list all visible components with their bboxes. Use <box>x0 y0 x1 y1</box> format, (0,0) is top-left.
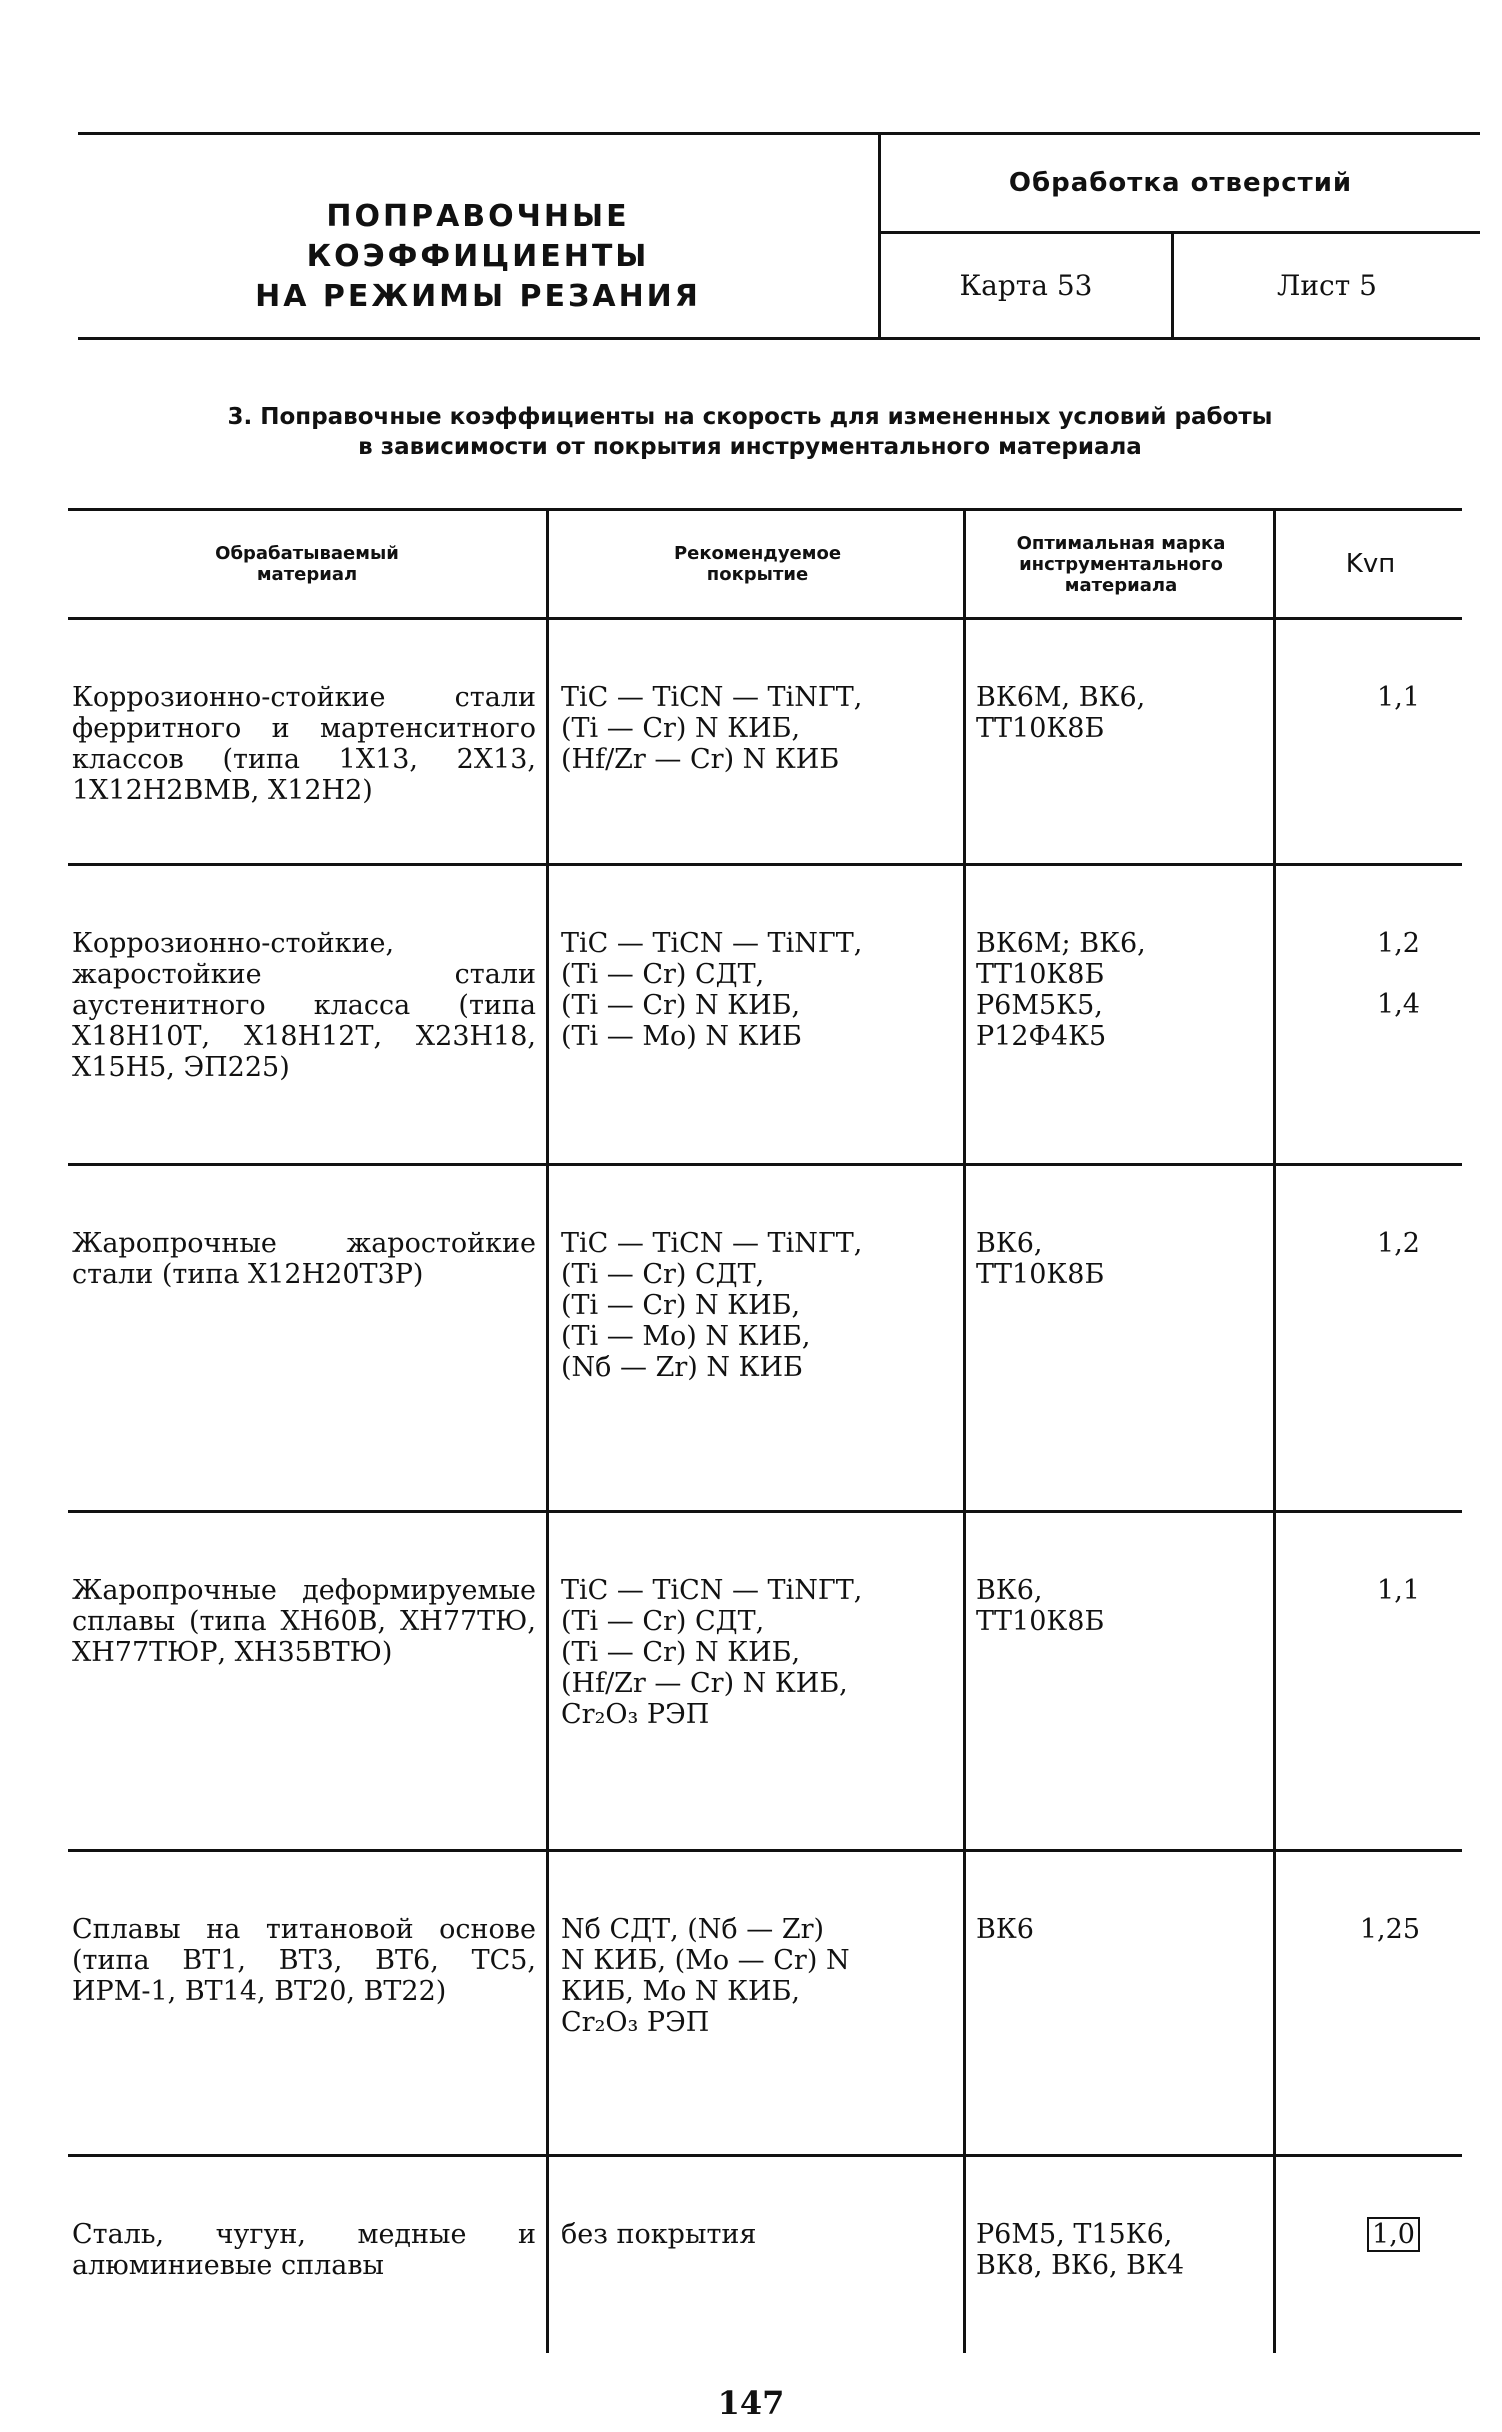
cell-material-text <box>68 2157 546 2281</box>
header-section: Обработка отверстий <box>881 135 1480 234</box>
cell-material <box>68 1513 546 1849</box>
cell-k <box>1273 1852 1462 2154</box>
coating-line: (Ti — Cr) N КИБ, <box>561 990 801 1021</box>
k-value-text: 1,1 <box>1377 1575 1420 1606</box>
cell-grade <box>963 620 1273 863</box>
coating-line: (Ti — Cr) СДТ, <box>561 1259 765 1290</box>
grade-line: ТТ10К8Б <box>976 959 1105 990</box>
cell-grade-text <box>966 2157 1273 2281</box>
cell-material-text <box>68 620 546 806</box>
table-row <box>68 1513 1462 1852</box>
table-body <box>68 620 1462 2353</box>
page-number: 147 <box>717 2384 785 2422</box>
table-row <box>68 866 1462 1166</box>
table-header <box>68 508 1462 620</box>
coating-line: (Hf/Zr — Cr) N КИБ, <box>561 1668 848 1699</box>
coating-line: TiC — TiCN — TiNГТ, <box>561 1575 863 1606</box>
cell-material-text <box>68 866 546 1083</box>
material-name: Жаропрочные жаростойкие стали (типа Х12Н20Т3Р) <box>72 1228 536 1290</box>
cell-grade-text <box>966 620 1273 744</box>
cell-k <box>1273 620 1462 863</box>
cell-k <box>1273 866 1462 1163</box>
header-card-number: Карта 53 <box>881 234 1174 337</box>
k-value <box>1276 1228 1420 1259</box>
cell-material-text <box>68 1852 546 2007</box>
col-header-material-text: Обрабатываемый материал <box>215 543 399 585</box>
cell-k-text <box>1276 620 1462 713</box>
coating-line: TiC — TiCN — TiNГТ, <box>561 682 863 713</box>
grade-line: ВК6, <box>976 1575 1043 1606</box>
coating-line: (Ti — Mo) N КИБ <box>561 1021 802 1052</box>
cell-k <box>1273 1166 1462 1510</box>
col-header-k-text: Kvп <box>1345 548 1396 579</box>
cell-grade <box>963 1166 1273 1510</box>
k-value <box>1276 989 1420 1020</box>
coating-line: TiC — TiCN — TiNГТ, <box>561 1228 863 1259</box>
coating-line: без покрытия <box>561 2219 757 2250</box>
col-header-grade <box>963 511 1276 617</box>
card-header <box>78 132 1480 340</box>
material-name: Сплавы на титановой основе (типа ВТ1, ВТ3, ВТ6, ТС5, ИРМ-1, ВТ14, ВТ20, ВТ22) <box>72 1914 536 2007</box>
cell-material <box>68 866 546 1163</box>
cell-grade <box>963 1513 1273 1849</box>
caption-line2: в зависимости от покрытия инструментального материала <box>358 434 1142 460</box>
table-row <box>68 1852 1462 2157</box>
cell-coating <box>546 1166 963 1510</box>
cell-grade-text <box>966 1166 1273 1290</box>
cell-k-text <box>1276 1513 1462 1606</box>
coating-line: N КИБ, (Mo — Cr) N <box>561 1945 850 1976</box>
cell-k-text <box>1276 1852 1462 1945</box>
table-caption <box>100 402 1400 462</box>
cell-coating <box>546 1513 963 1849</box>
col-header-k <box>1273 511 1465 617</box>
cell-grade <box>963 866 1273 1163</box>
header-title-line2: НА РЕЖИМЫ РЕЗАНИЯ <box>255 279 701 314</box>
cell-grade <box>963 1852 1273 2154</box>
coating-line: (Ti — Cr) СДТ, <box>561 959 765 990</box>
grade-line: ВК8, ВК6, ВК4 <box>976 2250 1185 2281</box>
col-header-coating <box>546 511 966 617</box>
cell-grade-text <box>966 866 1273 1052</box>
k-value <box>1276 928 1420 959</box>
cell-coating-text <box>549 866 963 1052</box>
cell-k-text <box>1276 866 1462 1020</box>
k-value-text: 1,4 <box>1377 989 1420 1020</box>
cell-coating-text <box>549 1513 963 1730</box>
cell-k <box>1273 1513 1462 1849</box>
cell-coating-text <box>549 620 963 775</box>
coefficients-table <box>68 508 1462 2353</box>
coating-line: (Ti — Cr) N КИБ, <box>561 1290 801 1321</box>
col-header-grade-text: Оптимальная марка инструментального материала <box>1016 532 1226 596</box>
grade-line: ТТ10К8Б <box>976 1606 1105 1637</box>
k-value <box>1276 682 1420 713</box>
table-row <box>68 1166 1462 1513</box>
coating-line: Nб СДТ, (Nб — Zr) <box>561 1914 825 1945</box>
material-name: Коррозионно-стойкие, жаростойкие стали аустенитного класса (типа Х18Н10Т, Х18Н12Т, Х23Н18, Х15Н5, ЭП225) <box>72 928 536 1083</box>
cell-coating-text <box>549 2157 963 2250</box>
grade-line: ТТ10К8Б <box>976 713 1105 744</box>
col-header-material <box>68 511 546 617</box>
table-row <box>68 620 1462 866</box>
cell-k-text <box>1276 2157 1462 2250</box>
cell-k-text <box>1276 1166 1462 1259</box>
coating-line: КИБ, Mo N КИБ, <box>561 1976 801 2007</box>
cell-coating <box>546 620 963 863</box>
cell-material <box>68 1852 546 2154</box>
cell-coating <box>546 866 963 1163</box>
k-value <box>1276 1575 1420 1606</box>
coating-line: (Nб — Zr) N КИБ <box>561 1352 803 1383</box>
cell-coating-text <box>549 1166 963 1383</box>
material-name: Коррозионно-стойкие стали ферритного и мартенситного классов (типа 1Х13, 2Х13, 1Х12Н2ВМВ, Х12Н2) <box>72 682 536 806</box>
cell-grade-text <box>966 1852 1273 1945</box>
cell-material <box>68 1166 546 1510</box>
coating-line: (Ti — Cr) N КИБ, <box>561 713 801 744</box>
grade-line: ВК6М, ВК6, <box>976 682 1146 713</box>
cell-material-text <box>68 1513 546 1668</box>
header-sheet-number: Лист 5 <box>1277 269 1377 302</box>
coating-line: Cr₂O₃ РЭП <box>561 2007 710 2038</box>
coating-line: (Ti — Cr) N КИБ, <box>561 1637 801 1668</box>
col-header-coating-text: Рекомендуемое покрытие <box>673 543 842 585</box>
material-name: Сталь, чугун, медные и алюминиевые сплавы <box>72 2219 536 2281</box>
cell-material <box>68 620 546 863</box>
header-title-cell <box>78 135 881 337</box>
cell-k <box>1273 2157 1462 2353</box>
k-value-text: 1,1 <box>1377 682 1420 713</box>
k-value-text: 1,0 <box>1367 2217 1420 2252</box>
material-name: Жаропрочные деформируемые сплавы (типа ХН60В, ХН77ТЮ, ХН77ТЮР, ХН35ВТЮ) <box>72 1575 536 1668</box>
cell-coating <box>546 1852 963 2154</box>
coating-line: Cr₂O₃ РЭП <box>561 1699 710 1730</box>
k-value-text: 1,2 <box>1377 1228 1420 1259</box>
grade-line: ТТ10К8Б <box>976 1259 1105 1290</box>
cell-grade <box>963 2157 1273 2353</box>
grade-line: ВК6М; ВК6, <box>976 928 1146 959</box>
coating-line: (Hf/Zr — Cr) N КИБ <box>561 744 840 775</box>
coating-line: (Ti — Mo) N КИБ, <box>561 1321 811 1352</box>
header-title <box>158 197 798 317</box>
grade-line: Р6М5К5, <box>976 990 1103 1021</box>
coating-line: (Ti — Cr) СДТ, <box>561 1606 765 1637</box>
k-value-text: 1,2 <box>1377 928 1420 959</box>
k-value <box>1276 2219 1420 2250</box>
cell-coating <box>546 2157 963 2353</box>
header-title-line1: ПОПРАВОЧНЫЕ КОЭФФИЦИЕНТЫ <box>306 199 650 274</box>
cell-material <box>68 2157 546 2353</box>
k-value-text: 1,25 <box>1359 1914 1420 1945</box>
cell-grade-text <box>966 1513 1273 1637</box>
cell-material-text <box>68 1166 546 1290</box>
cell-coating-text <box>549 1852 963 2038</box>
grade-line: ВК6, <box>976 1228 1043 1259</box>
grade-line: Р12Ф4К5 <box>976 1021 1107 1052</box>
grade-line: Р6М5, Т15К6, <box>976 2219 1173 2250</box>
caption-line1: 3. Поправочные коэффициенты на скорость для измененных условий работы <box>227 404 1273 430</box>
coating-line: TiC — TiCN — TiNГТ, <box>561 928 863 959</box>
grade-line: ВК6 <box>976 1914 1034 1945</box>
table-row <box>68 2157 1462 2353</box>
k-value <box>1276 1914 1420 1945</box>
